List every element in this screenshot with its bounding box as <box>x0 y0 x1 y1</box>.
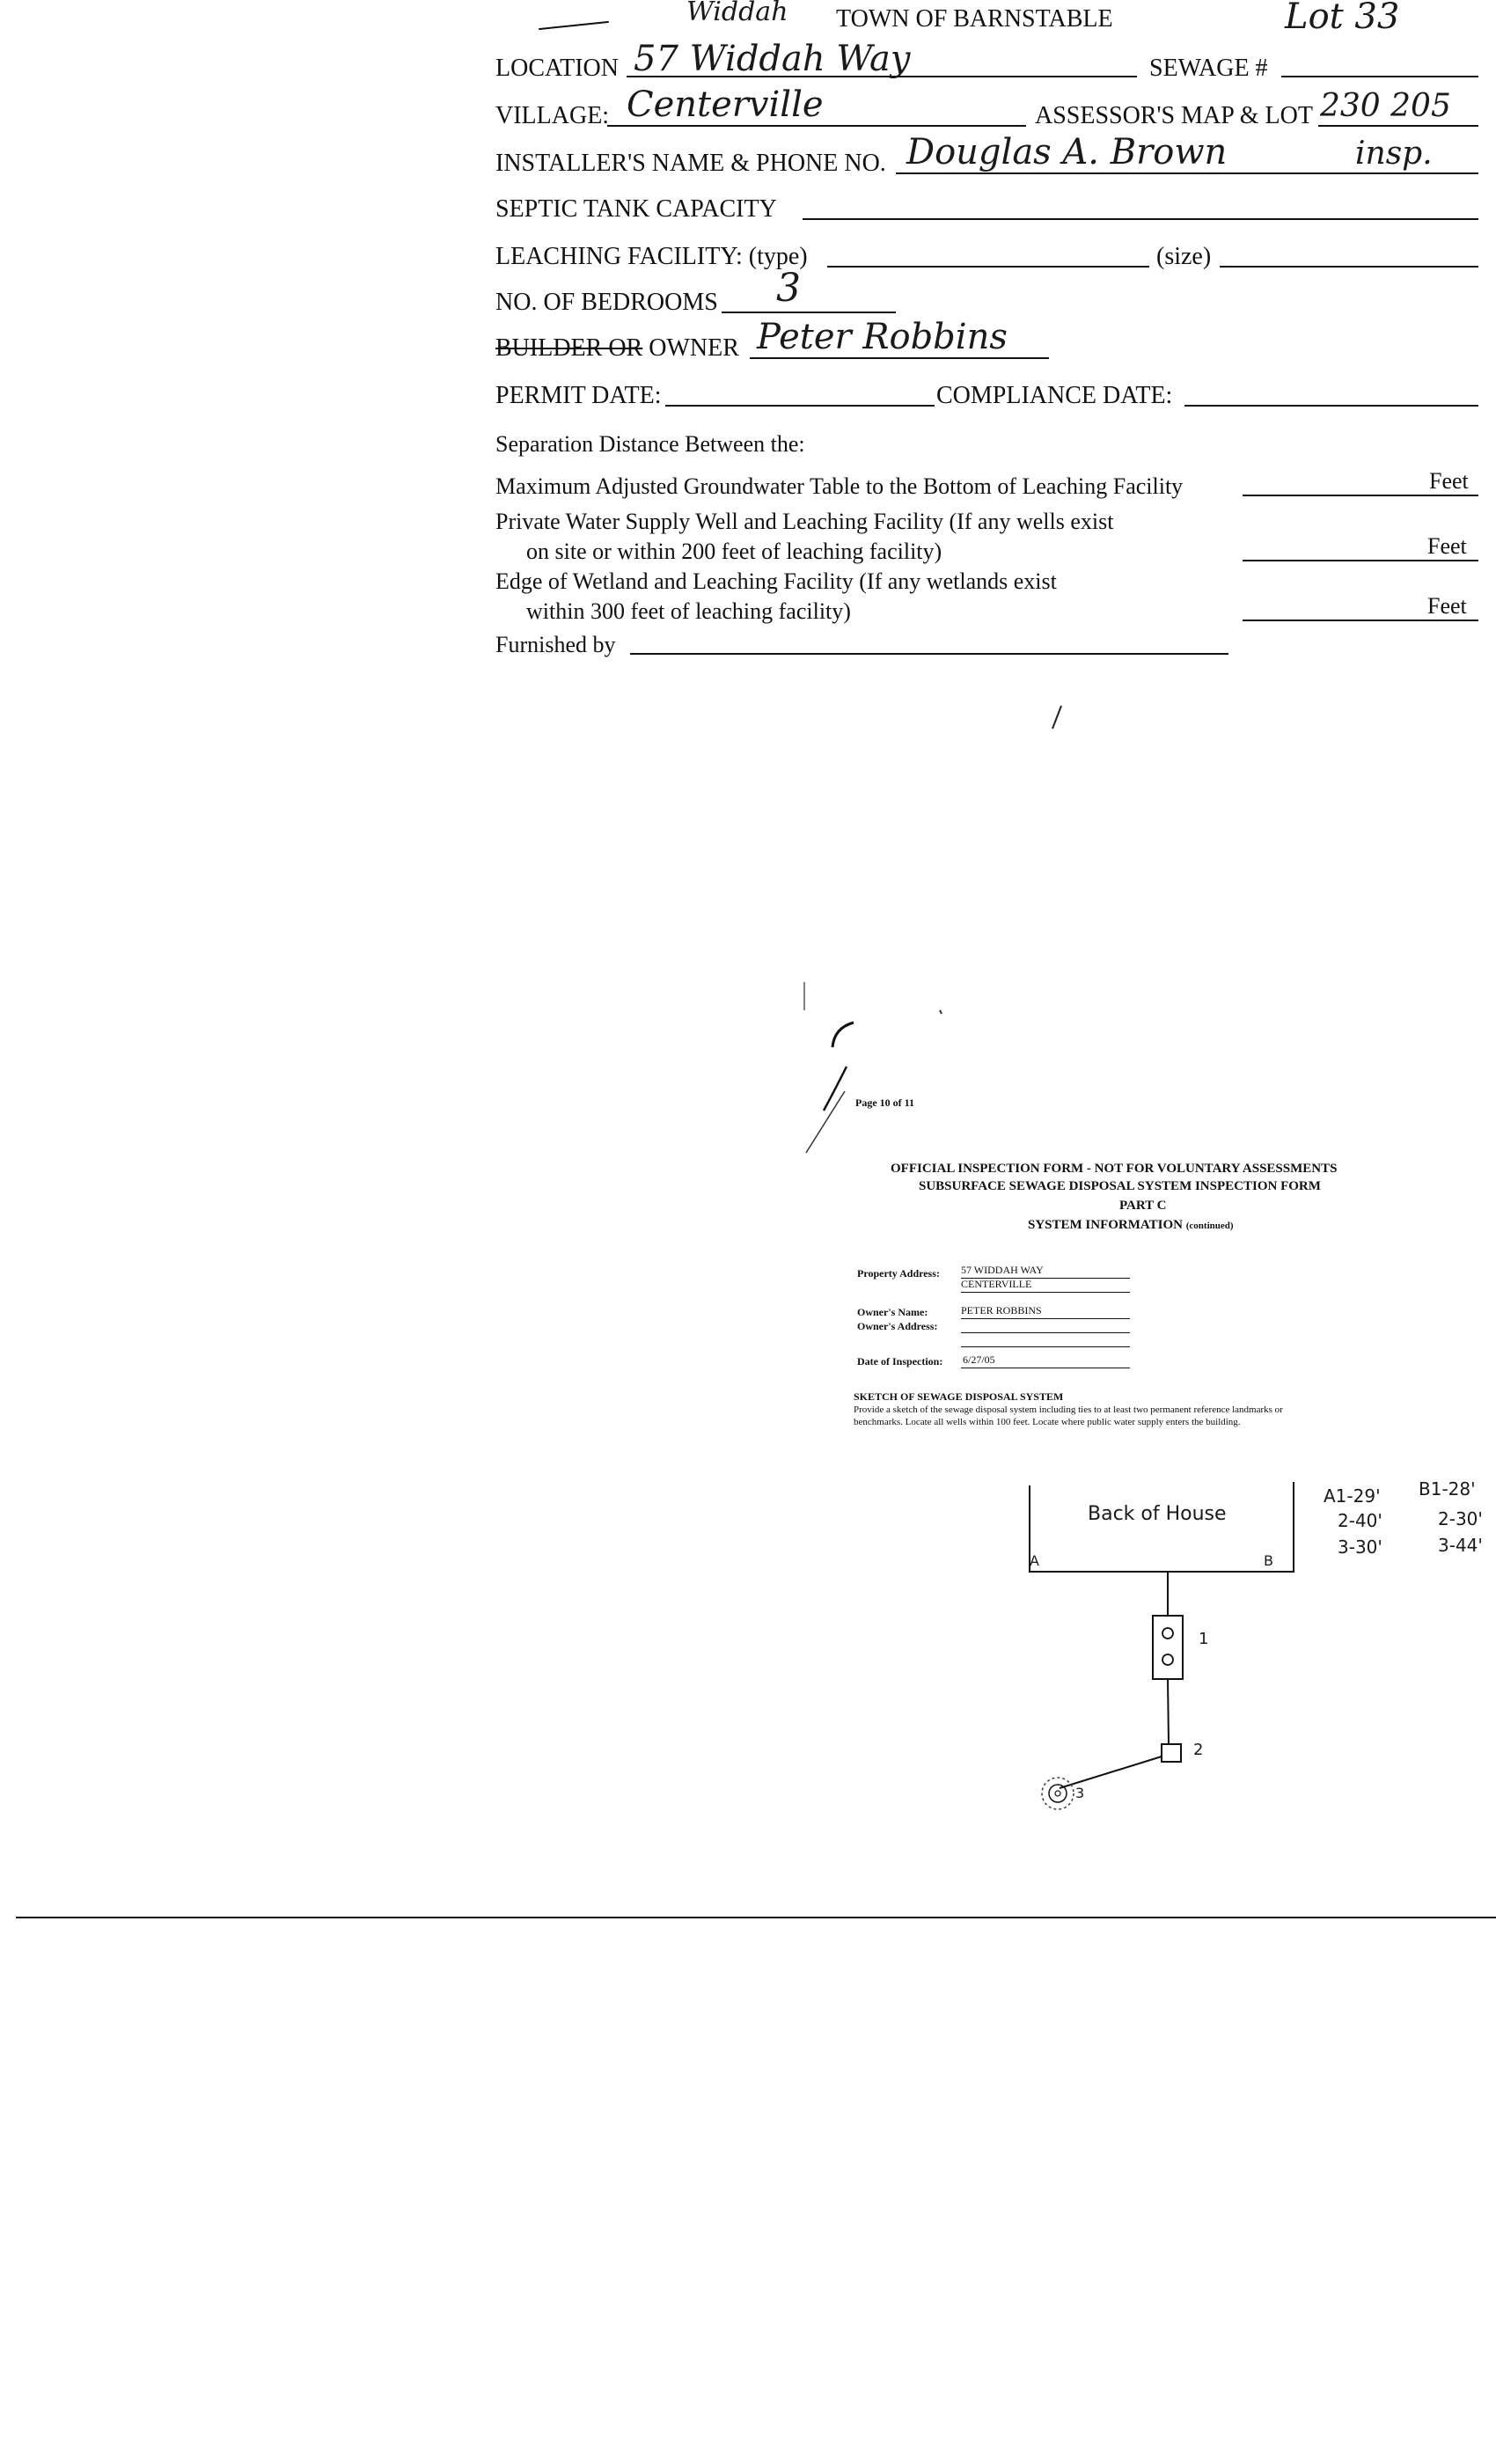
inspection-date-label: Date of Inspection: <box>857 1355 943 1368</box>
septic-tank <box>1153 1616 1183 1679</box>
ref-point-a: A <box>1030 1552 1039 1569</box>
well-unit: Feet <box>1427 533 1467 559</box>
size-label: (size) <box>1156 243 1212 270</box>
page-label: Page 10 of 11 <box>855 1096 914 1109</box>
bedrooms-label: NO. OF BEDROOMS <box>495 289 718 316</box>
leaching-label: LEACHING FACILITY: (type) <box>495 243 808 270</box>
tie-a-3: 3-30' <box>1338 1536 1382 1558</box>
location-value: 57 Widdah Way <box>634 39 911 79</box>
inspection-date: 6/27/05 <box>963 1353 995 1366</box>
owner-name-label: Owner's Name: <box>857 1306 928 1318</box>
tie-a-2: 2-40' <box>1338 1510 1382 1531</box>
well-label-2: on site or within 200 feet of leaching facility) <box>526 539 942 564</box>
form-header-3: PART C <box>1119 1199 1167 1213</box>
owner-address-line-1 <box>961 1332 1130 1333</box>
owner-name: PETER ROBBINS <box>961 1304 1042 1316</box>
form-header-4-text: SYSTEM INFORMATION <box>1028 1218 1183 1232</box>
village-label: VILLAGE: <box>495 102 610 129</box>
tie-b-1: B1-28' <box>1419 1478 1476 1500</box>
property-address-2: CENTERVILLE <box>961 1278 1032 1290</box>
sketch-instructions-2: benchmarks. Locate all wells within 100 feet. Locate where public water supply enters the building. <box>854 1417 1241 1427</box>
owner-address-label: Owner's Address: <box>857 1320 938 1332</box>
location-label: LOCATION <box>495 55 619 82</box>
owner-label: OWNER <box>642 334 739 362</box>
tie-b-2: 2-30' <box>1438 1508 1483 1529</box>
installer-value: Douglas A. Brown <box>906 132 1228 172</box>
ref-point-b: B <box>1264 1552 1273 1569</box>
sketch-instructions-1: Provide a sketch of the sewage disposal system including ties to at least two permanent reference landmarks or <box>854 1404 1283 1415</box>
wetland-label-2: within 300 feet of leaching facility) <box>526 598 851 624</box>
permit-label: PERMIT DATE: <box>495 382 662 409</box>
sketch-heading: SKETCH OF SEWAGE DISPOSAL SYSTEM <box>854 1390 1064 1403</box>
tie-b-3: 3-44' <box>1438 1535 1483 1556</box>
sewage-label: SEWAGE # <box>1149 55 1268 82</box>
groundwater-label: Maximum Adjusted Groundwater Table to the Bottom of Leaching Facility <box>495 473 1184 499</box>
lot-note: Lot 33 <box>1285 0 1400 37</box>
builder-struck: BUILDER OR <box>495 334 643 362</box>
property-address-label: Property Address: <box>857 1267 940 1280</box>
dbox-number: 2 <box>1193 1741 1204 1759</box>
top-hand-note: Widdah <box>686 0 788 27</box>
map-lot-label: ASSESSOR'S MAP & LOT <box>1035 102 1313 129</box>
house-label: Back of House <box>1088 1503 1227 1525</box>
owner-value: Peter Robbins <box>757 317 1008 357</box>
wetland-label-1: Edge of Wetland and Leaching Facility (If any wetlands exist <box>495 568 1057 594</box>
furnished-label: Furnished by <box>495 632 616 657</box>
leach-number: 3 <box>1075 1785 1085 1801</box>
compliance-label: COMPLIANCE DATE: <box>936 382 1173 409</box>
owner-name-line <box>961 1318 1130 1319</box>
distribution-box <box>1162 1744 1181 1762</box>
wetland-unit: Feet <box>1427 593 1467 619</box>
page-divider <box>16 1917 1496 1918</box>
bedrooms-value: 3 <box>776 266 801 311</box>
form-header-2: SUBSURFACE SEWAGE DISPOSAL SYSTEM INSPECTION FORM <box>919 1179 1321 1193</box>
groundwater-unit: Feet <box>1429 468 1469 494</box>
tank-number: 1 <box>1199 1630 1209 1648</box>
installer-note: insp. <box>1355 136 1433 172</box>
property-address-1: 57 WIDDAH WAY <box>961 1264 1044 1276</box>
separation-heading: Separation Distance Between the: <box>495 431 805 457</box>
well-label-1: Private Water Supply Well and Leaching Facility (If any wells exist <box>495 509 1114 534</box>
card-title: TOWN OF BARNSTABLE <box>836 5 1113 33</box>
leaching-pit <box>1042 1778 1074 1809</box>
tie-a-1: A1-29' <box>1324 1485 1381 1507</box>
owner-address-line-2 <box>961 1346 1130 1347</box>
septic-label: SEPTIC TANK CAPACITY <box>495 195 777 223</box>
form-header-4 <box>1028 1218 1234 1233</box>
village-value: Centerville <box>627 84 824 125</box>
property-address-line-2 <box>961 1292 1130 1293</box>
house-outline <box>1030 1482 1294 1572</box>
form-header-1: OFFICIAL INSPECTION FORM - NOT FOR VOLUNTARY ASSESSMENTS <box>891 1162 1338 1176</box>
map-lot-value: 230 205 <box>1320 88 1451 124</box>
installer-label: INSTALLER'S NAME & PHONE NO. <box>495 150 886 177</box>
form-header-4-note: (continued) <box>1185 1221 1234 1231</box>
